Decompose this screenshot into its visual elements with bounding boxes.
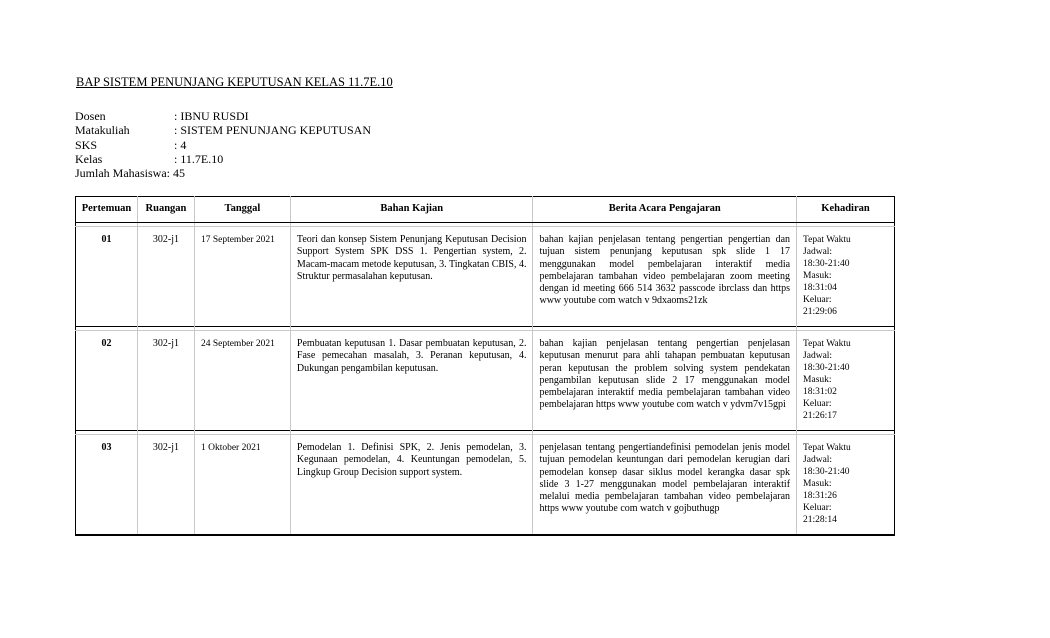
cell-berita-acara: penjelasan tentang pengertiandefinisi pemodelan jenis model tujuan pemodelan keuntungan dari pemodelan kerugian dari pemodelan konsep dasar siklus model kerangka dasar spk slide 3 1-27 menggunakan model pembelajaran interaktif melalui media pembelajaran tambahan video pembelajaran https www youtube com watch v gojbuthugp xyxy=(533,435,797,535)
cell-ruangan: 302-j1 xyxy=(137,435,194,535)
col-header-ruangan: Ruangan xyxy=(137,197,194,223)
course-info xyxy=(75,109,371,180)
info-value: : IBNU RUSDI xyxy=(174,109,249,123)
kehadiran-keluar-value: 21:26:17 xyxy=(803,411,837,421)
cell-tanggal: 17 September 2021 xyxy=(194,227,290,327)
cell-berita-acara: bahan kajian penjelasan tentang pengertian penjelasan keputusan menurut para ahli tahapan pembuatan keputusan peran keputusan the problem solving system pendekatan pengambilan keputusan slide 2 17 menggunakan model pembelajaran interaktif media pembelajaran tambahan video pembelajaran https www youtube com watch v ydvm7v15gpi xyxy=(533,331,797,431)
cell-tanggal: 1 Oktober 2021 xyxy=(194,435,290,535)
info-row-sks xyxy=(75,138,371,152)
kehadiran-masuk-label: Masuk: xyxy=(803,375,832,385)
info-value: : 4 xyxy=(174,137,187,152)
kehadiran-status: Tepat Waktu xyxy=(803,339,851,349)
kehadiran-masuk-label: Masuk: xyxy=(803,479,832,489)
cell-kehadiran xyxy=(797,227,895,327)
bap-table xyxy=(75,196,895,536)
kehadiran-keluar-label: Keluar: xyxy=(803,295,832,305)
kehadiran-jadwal-label: Jadwal: xyxy=(803,455,833,465)
info-label: Jumlah Mahasiswa xyxy=(75,166,167,181)
kehadiran-keluar-label: Keluar: xyxy=(803,503,832,513)
col-header-berita-acara: Berita Acara Pengajaran xyxy=(533,197,797,223)
info-label: Kelas xyxy=(75,151,103,166)
kehadiran-status: Tepat Waktu xyxy=(803,235,851,245)
cell-pertemuan: 02 xyxy=(76,331,138,431)
info-row-matakuliah xyxy=(75,123,371,137)
kehadiran-masuk-value: 18:31:26 xyxy=(803,491,837,501)
kehadiran-status: Tepat Waktu xyxy=(803,443,851,453)
info-value: : 45 xyxy=(166,166,185,181)
kehadiran-masuk-value: 18:31:04 xyxy=(803,283,837,293)
info-label: Dosen xyxy=(75,109,106,123)
table-row xyxy=(76,331,895,431)
col-header-bahan-kajian: Bahan Kajian xyxy=(290,197,533,223)
kehadiran-keluar-value: 21:29:06 xyxy=(803,307,837,317)
info-row-kelas xyxy=(75,152,371,166)
col-header-kehadiran: Kehadiran xyxy=(797,197,895,223)
table-row xyxy=(76,227,895,327)
info-value: : 11.7E.10 xyxy=(174,151,224,166)
col-header-tanggal: Tanggal xyxy=(194,197,290,223)
info-row-jumlah-mahasiswa xyxy=(75,166,371,180)
cell-bahan-kajian: Pembuatan keputusan 1. Dasar pembuatan keputusan, 2. Fase pemecahan masalah, 3. Peranan keputusan, 4. Dukungan pengambilan keputusan. xyxy=(290,331,533,431)
info-value: : SISTEM PENUNJANG KEPUTUSAN xyxy=(174,123,372,138)
table-header-row xyxy=(76,197,895,223)
info-label: Matakuliah xyxy=(75,123,130,138)
kehadiran-masuk-label: Masuk: xyxy=(803,271,832,281)
cell-berita-acara: bahan kajian penjelasan tentang pengertian pengertian dan tujuan sistem penunjang keputusan spk slide 1 17 menggunakan model pembelajaran interaktif media pembelajaran tambahan video pembelajaran zoom meeting dengan id meeting 666 514 3632 passcode ibrclass dan https www youtube com watch v 9dxaoms21zk xyxy=(533,227,797,327)
cell-kehadiran xyxy=(797,331,895,431)
info-row-dosen xyxy=(75,109,371,123)
kehadiran-jadwal-value: 18:30-21:40 xyxy=(803,363,850,373)
cell-bahan-kajian: Pemodelan 1. Definisi SPK, 2. Jenis pemodelan, 3. Kegunaan pemodelan, 4. Keuntungan pemodelan, 5. Lingkup Group Decision support system. xyxy=(290,435,533,535)
kehadiran-keluar-label: Keluar: xyxy=(803,399,832,409)
cell-pertemuan: 01 xyxy=(76,227,138,327)
col-header-pertemuan: Pertemuan xyxy=(76,197,138,223)
kehadiran-masuk-value: 18:31:02 xyxy=(803,387,837,397)
kehadiran-jadwal-label: Jadwal: xyxy=(803,247,833,257)
cell-ruangan: 302-j1 xyxy=(137,227,194,327)
info-label: SKS xyxy=(75,137,98,152)
cell-tanggal: 24 September 2021 xyxy=(194,331,290,431)
cell-kehadiran xyxy=(797,435,895,535)
cell-bahan-kajian: Teori dan konsep Sistem Penunjang Keputusan Decision Support System SPK DSS 1. Pengertian system, 2. Macam-macam metode keputusan, 3. Tingkatan CBIS, 4. Struktur permasalahan keputusan. xyxy=(290,227,533,327)
table-row xyxy=(76,435,895,535)
kehadiran-keluar-value: 21:28:14 xyxy=(803,515,837,525)
kehadiran-jadwal-value: 18:30-21:40 xyxy=(803,259,850,269)
kehadiran-jadwal-value: 18:30-21:40 xyxy=(803,467,850,477)
cell-ruangan: 302-j1 xyxy=(137,331,194,431)
cell-pertemuan: 03 xyxy=(76,435,138,535)
page-title: BAP SISTEM PENUNJANG KEPUTUSAN KELAS 11.7E.10 xyxy=(76,75,393,89)
kehadiran-jadwal-label: Jadwal: xyxy=(803,351,833,361)
